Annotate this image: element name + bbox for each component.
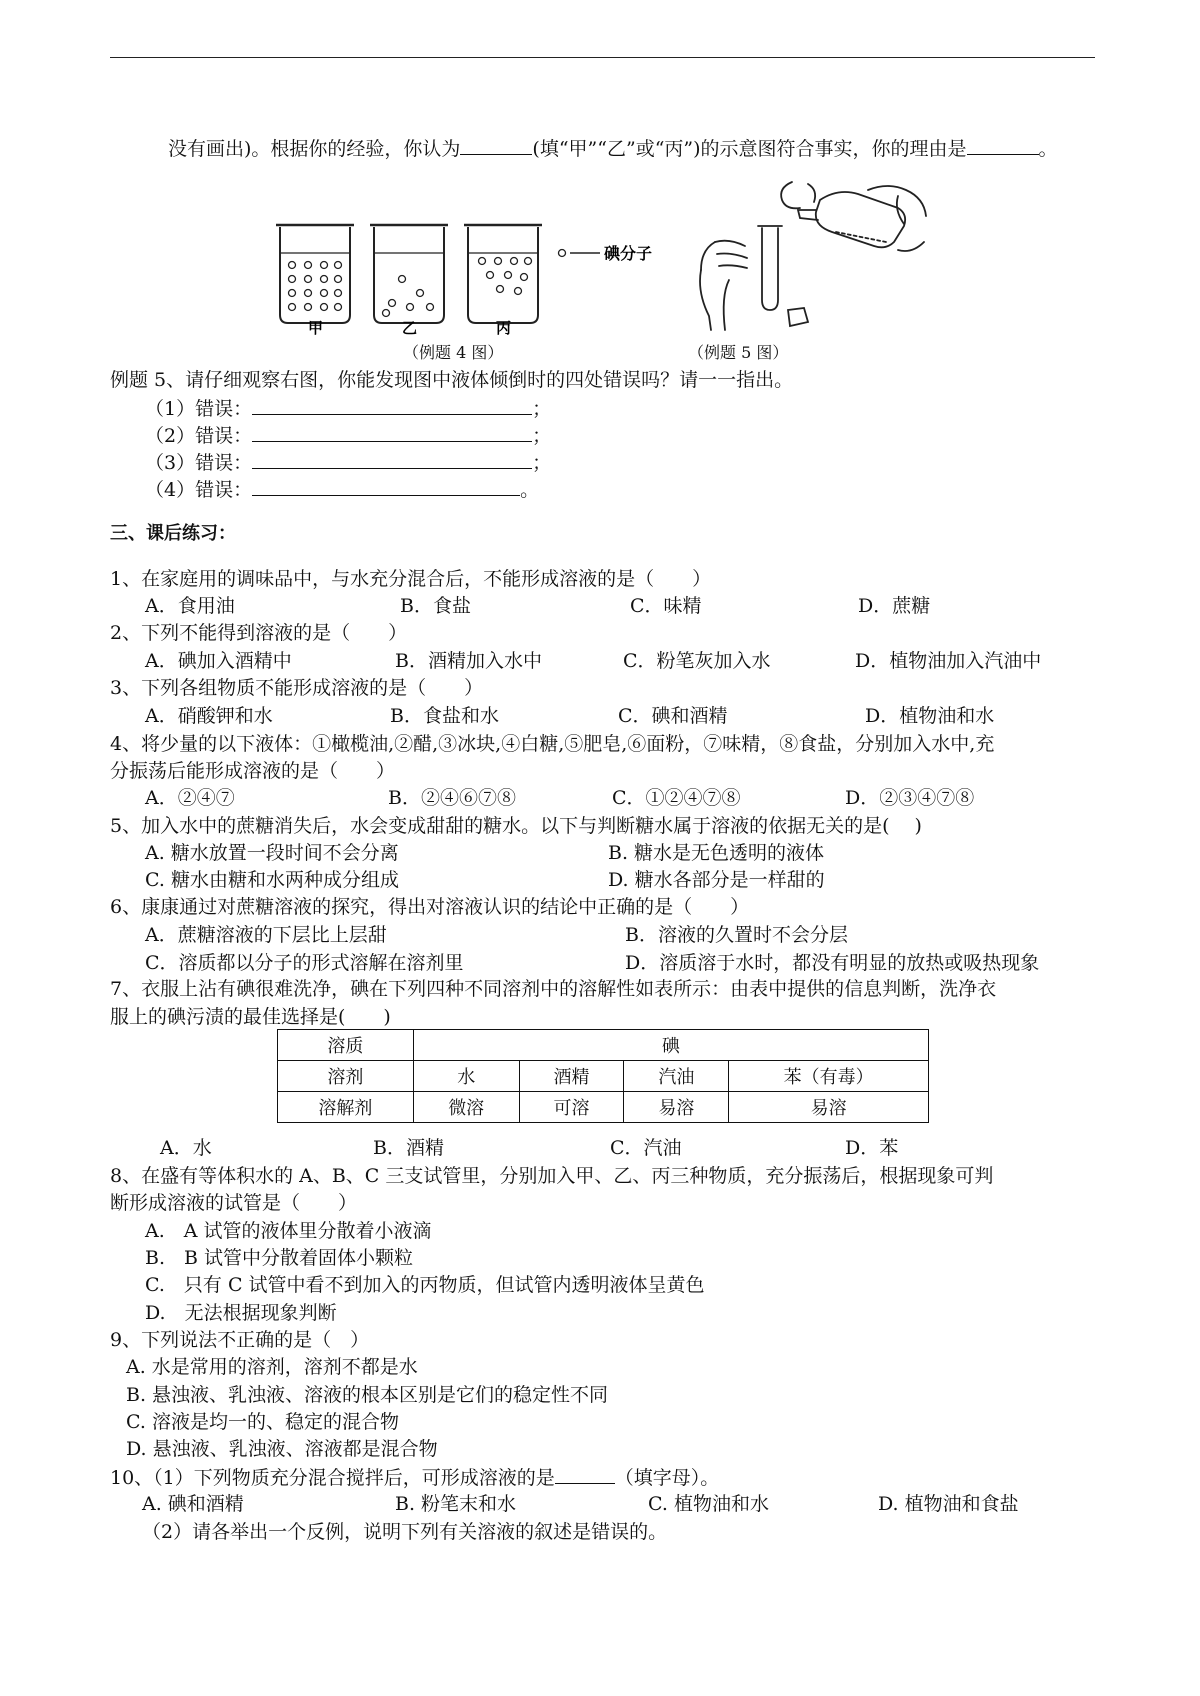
q9-option-d[interactable]: D. 悬浊液、乳浊液、溶液都是混合物 [126, 1438, 438, 1460]
legend-label: 碘分子 [604, 244, 653, 263]
q10-option-c[interactable]: C. 植物油和水 [648, 1493, 769, 1515]
continuation-text-a: 没有画出)。根据你的经验，你认为 [168, 138, 461, 160]
q2-option-d[interactable]: D．植物油加入汽油中 [855, 650, 1042, 672]
q10-option-a[interactable]: A. 碘和酒精 [142, 1493, 244, 1515]
answer-blank-3[interactable] [252, 450, 532, 469]
q1-option-a[interactable]: A．食用油 [145, 595, 235, 617]
beaker-label-bing: 丙 [496, 319, 512, 337]
table-cell: 酒精 [519, 1061, 624, 1092]
table-cell: 溶剂 [278, 1061, 414, 1092]
continuation-text-c: 。 [1038, 138, 1058, 160]
figure5-pouring [748, 180, 928, 340]
table-row [278, 1061, 929, 1092]
figure5-caption: （例题 5 图） [688, 343, 789, 362]
figure4-beakers [270, 215, 670, 340]
table-cell: 易溶 [729, 1092, 929, 1123]
q5-option-b[interactable]: B. 糖水是无色透明的液体 [608, 842, 825, 864]
q8-option-a[interactable]: A. A 试管的液体里分散着小液滴 [145, 1220, 432, 1242]
q9-stem: 9、下列说法不正确的是（ ） [110, 1329, 370, 1351]
q7-stem-line2: 服上的碘污渍的最佳选择是( ) [110, 1006, 391, 1028]
beaker-label-jia: 甲 [308, 319, 324, 337]
q1-option-b[interactable]: B．食盐 [400, 595, 471, 617]
q4-option-b[interactable]: B．②④⑥⑦⑧ [388, 787, 516, 809]
section-title: 三、课后练习： [110, 523, 236, 544]
answer-blank-2[interactable] [252, 423, 532, 442]
table-cell: 可溶 [519, 1092, 624, 1123]
q3-option-b[interactable]: B．食盐和水 [390, 705, 499, 727]
q4-option-c[interactable]: C．①②④⑦⑧ [612, 787, 741, 809]
example5-item-3: （3）错误： ； [145, 452, 552, 474]
figure4-caption: （例题 4 图） [403, 343, 504, 362]
q4-option-d[interactable]: D．②③④⑦⑧ [845, 787, 975, 809]
q2-option-a[interactable]: A．碘加入酒精中 [145, 650, 292, 672]
header-rule [110, 57, 1095, 58]
example5-item-1: （1）错误： ； [145, 398, 552, 420]
q7-option-a[interactable]: A．水 [160, 1137, 212, 1159]
q6-option-a[interactable]: A．蔗糖溶液的下层比上层甜 [145, 924, 387, 946]
q10-option-d[interactable]: D. 植物油和食盐 [878, 1493, 1019, 1515]
answer-blank-1[interactable] [252, 396, 532, 415]
q7-option-c[interactable]: C．汽油 [610, 1137, 682, 1159]
q9-option-b[interactable]: B. 悬浊液、乳浊液、溶液的根本区别是它们的稳定性不同 [126, 1384, 609, 1406]
q5-option-d[interactable]: D. 糖水各部分是一样甜的 [608, 869, 825, 891]
table-cell: 碘 [413, 1030, 928, 1061]
q8-stem-line1: 8、在盛有等体积水的 A、B、C 三支试管里，分别加入甲、乙、丙三种物质，充分振荡后，根据现象可判 [110, 1165, 994, 1187]
q3-option-d[interactable]: D．植物油和水 [865, 705, 995, 727]
table-cell: 汽油 [624, 1061, 729, 1092]
continuation-line [168, 136, 1058, 161]
q5-option-a[interactable]: A. 糖水放置一段时间不会分离 [145, 842, 399, 864]
q2-stem: 2、下列不能得到溶液的是（ ） [110, 622, 408, 644]
q4-stem-line1: 4、将少量的以下液体：①橄榄油,②醋,③冰块,④白糖,⑤肥皂,⑥面粉，⑦味精，⑧食盐，分别加入水中,充 [110, 733, 995, 755]
table-cell: 微溶 [413, 1092, 519, 1123]
q5-stem: 5、加入水中的蔗糖消失后，水会变成甜甜的糖水。以下与判断糖水属于溶液的依据无关的是( ) [110, 815, 922, 837]
q9-option-a[interactable]: A. 水是常用的溶剂，溶剂不都是水 [126, 1356, 418, 1378]
q3-option-a[interactable]: A．硝酸钾和水 [145, 705, 273, 727]
q6-option-c[interactable]: C．溶质都以分子的形式溶解在溶剂里 [145, 952, 464, 974]
q3-option-c[interactable]: C．碘和酒精 [618, 705, 728, 727]
figure5-hand [695, 236, 755, 332]
table-cell: 水 [413, 1061, 519, 1092]
q10-part2: （2）请各举出一个反例，说明下列有关溶液的叙述是错误的。 [142, 1521, 668, 1543]
q9-option-c[interactable]: C. 溶液是均一的、稳定的混合物 [126, 1411, 399, 1433]
q8-stem-line2: 断形成溶液的试管是（ ） [110, 1192, 358, 1214]
q6-option-d[interactable]: D．溶质溶于水时，都没有明显的放热或吸热现象 [625, 952, 1040, 974]
example5-item-2: （2）错误： ； [145, 425, 552, 447]
q8-option-c[interactable]: C. 只有 C 试管中看不到加入的丙物质，但试管内透明液体呈黄色 [145, 1274, 705, 1296]
example5-prompt: 例题 5、请仔细观察右图，你能发现图中液体倾倒时的四处错误吗？请一一指出。 [110, 369, 794, 391]
table-row [278, 1030, 929, 1061]
q10-stem: 10、（1）下列物质充分混合搅拌后，可形成溶液的是 （填字母）。 [110, 1467, 720, 1489]
answer-blank-4[interactable] [252, 477, 520, 496]
q7-option-d[interactable]: D．苯 [845, 1137, 899, 1159]
continuation-text-b: (填“甲”“乙”或“丙”)的示意图符合事实，你的理由是 [532, 138, 967, 160]
q6-option-b[interactable]: B．溶液的久置时不会分层 [625, 924, 848, 946]
q1-option-d[interactable]: D．蔗糖 [858, 595, 931, 617]
table-cell: 苯（有毒） [729, 1061, 929, 1092]
q2-option-b[interactable]: B．酒精加入水中 [395, 650, 542, 672]
table-cell: 易溶 [624, 1092, 729, 1123]
q4-option-a[interactable]: A．②④⑦ [145, 787, 235, 809]
q5-option-c[interactable]: C. 糖水由糖和水两种成分组成 [145, 869, 399, 891]
q6-stem: 6、康康通过对蔗糖溶液的探究，得出对溶液认识的结论中正确的是（ ） [110, 896, 750, 918]
q7-stem-line1: 7、衣服上沾有碘很难洗净，碘在下列四种不同溶剂中的溶解性如表所示：由表中提供的信息判断，洗净衣 [110, 978, 997, 1000]
table-cell: 溶解剂 [278, 1092, 414, 1123]
q1-option-c[interactable]: C．味精 [630, 595, 702, 617]
q8-option-d[interactable]: D. 无法根据现象判断 [145, 1302, 337, 1324]
q1-stem: 1、在家庭用的调味品中，与水充分混合后，不能形成溶液的是（ ） [110, 568, 712, 590]
answer-blank-choice[interactable] [460, 136, 532, 155]
legend-molecule-icon [559, 250, 566, 257]
q4-stem-line2: 分振荡后能形成溶液的是（ ） [110, 760, 396, 782]
answer-blank-q10[interactable] [555, 1465, 615, 1484]
q3-stem: 3、下列各组物质不能形成溶液的是（ ） [110, 677, 484, 699]
q7-option-b[interactable]: B．酒精 [373, 1137, 444, 1159]
table-row [278, 1092, 929, 1123]
answer-blank-reason[interactable] [967, 136, 1039, 155]
solubility-table [277, 1029, 929, 1123]
q10-option-b[interactable]: B. 粉笔末和水 [395, 1493, 517, 1515]
q8-option-b[interactable]: B. B 试管中分散着固体小颗粒 [145, 1247, 414, 1269]
beaker-label-yi: 乙 [402, 319, 418, 337]
example5-item-4: （4）错误： 。 [145, 479, 540, 501]
q2-option-c[interactable]: C．粉笔灰加入水 [623, 650, 771, 672]
table-cell: 溶质 [278, 1030, 414, 1061]
